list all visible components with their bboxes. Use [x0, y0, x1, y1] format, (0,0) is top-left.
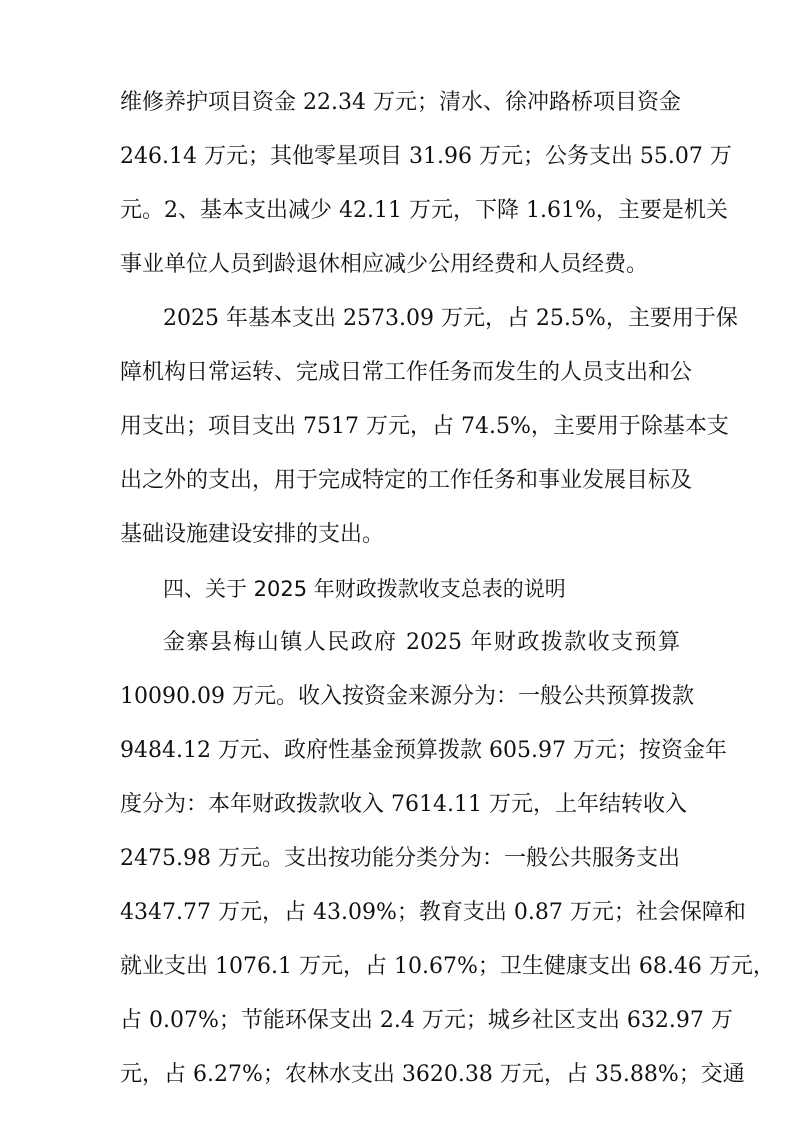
- text-line: 金寨县梅山镇人民政府 2025 年财政拨款收支预算: [163, 630, 680, 655]
- text-line: 度分为：本年财政拨款收入 7614.11 万元，上年结转收入: [120, 792, 687, 817]
- text-line: 维修养护项目资金 22.34 万元；清水、徐冲路桥项目资金: [120, 90, 681, 115]
- text-line: 元。2、基本支出减少 42.11 万元，下降 1.61%，主要是机关: [120, 198, 728, 223]
- text-line: 用支出；项目支出 7517 万元，占 74.5%，主要用于除基本支: [120, 414, 729, 439]
- section-heading-4: 四、关于 2025 年财政拨款收支总表的说明: [163, 577, 566, 601]
- text-line: 就业支出 1076.1 万元，占 10.67%；卫生健康支出 68.46 万元，: [120, 954, 775, 979]
- text-line: 出之外的支出，用于完成特定的工作任务和事业发展目标及: [120, 468, 693, 493]
- text-line: 基础设施建设安排的支出。: [120, 522, 385, 547]
- text-line: 事业单位人员到龄退休相应减少公用经费和人员经费。: [120, 252, 649, 277]
- text-line: 2475.98 万元。支出按功能分类分为：一般公共服务支出: [120, 846, 680, 871]
- text-line: 246.14 万元；其他零星项目 31.96 万元；公务支出 55.07 万: [120, 144, 732, 169]
- text-line: 占 0.07%；节能环保支出 2.4 万元；城乡社区支出 632.97 万: [120, 1008, 733, 1033]
- text-line: 10090.09 万元。收入按资金来源分为：一般公共预算拨款: [120, 684, 694, 709]
- text-line: 4347.77 万元，占 43.09%；教育支出 0.87 万元；社会保障和: [120, 900, 746, 925]
- text-line: 9484.12 万元、政府性基金预算拨款 605.97 万元；按资金年: [120, 738, 727, 763]
- text-line: 元，占 6.27%；农林水支出 3620.38 万元，占 35.88%；交通: [120, 1062, 745, 1087]
- text-line: 障机构日常运转、完成日常工作任务而发生的人员支出和公: [120, 360, 693, 385]
- text-line: 2025 年基本支出 2573.09 万元，占 25.5%，主要用于保: [163, 306, 738, 331]
